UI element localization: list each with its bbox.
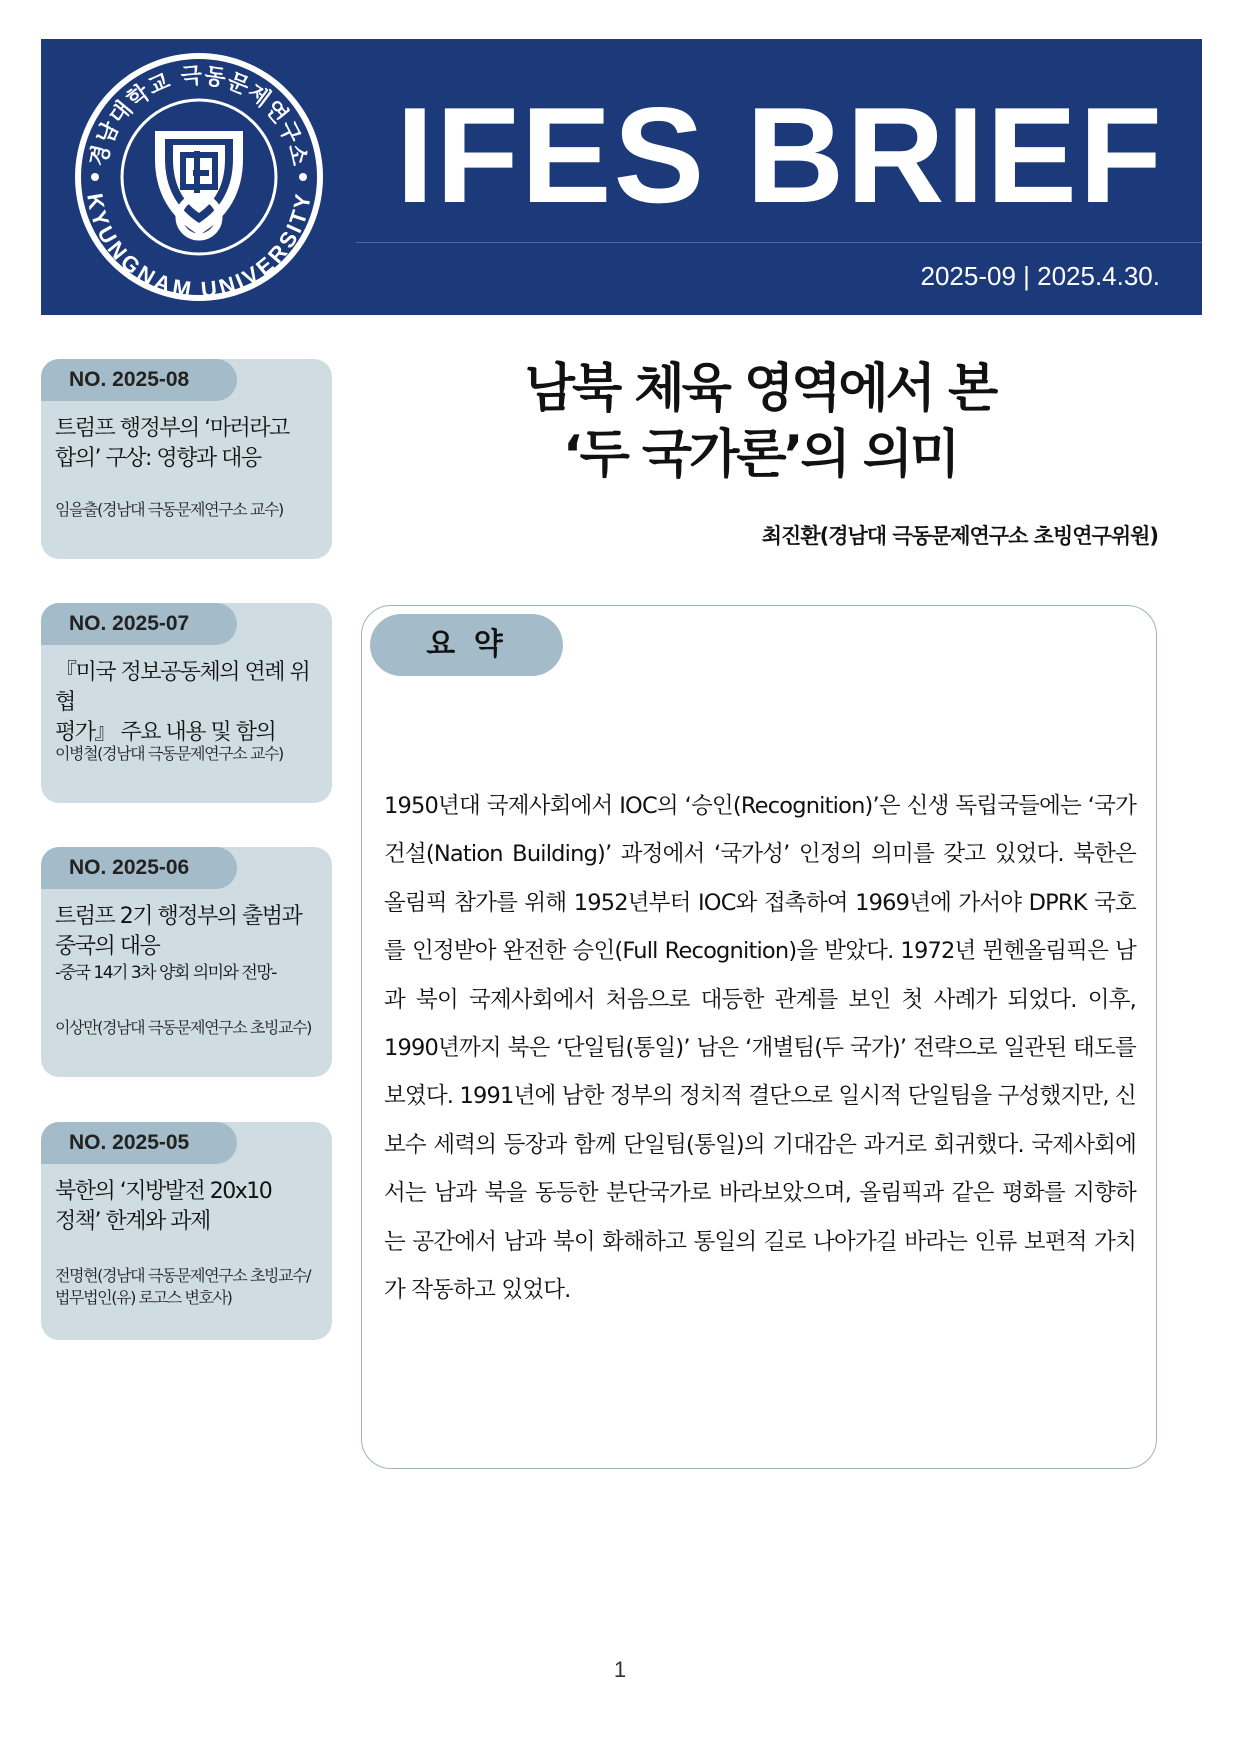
issue-number-tab: NO. 2025-07 xyxy=(41,603,237,645)
sidebar-card[interactable] xyxy=(41,359,332,559)
sidebar-card[interactable] xyxy=(41,847,332,1077)
brief-title[interactable]: 트럼프 2기 행정부의 출범과 중국의 대응 -중국 14기 3차 양회 의미와 전망- xyxy=(55,902,320,984)
article-title: 남북 체육 영역에서 본 ‘두 국가론’의 의미 xyxy=(524,359,996,485)
summary-text: 1950년대 국제사회에서 IOC의 ‘승인(Recognition)’은 신생 독립국들에는 ‘국가 건설(Nation Building)’ 과정에서 ‘국가성’ 인정의 의미를 갖고 있었다. 북한은 올림픽 참가를 위해 1952년부터 IOC와 접촉하여 1969년에 가서야 DPRK 국호를 인정받아 완전한 승인(Full Recognition)을 받았다. 1972년 뮌헨올림픽은 남과 북이 국제사회에서 처음으로 대등한 관계를 보인 첫 사례가 되었다. 이후, 1990년까지 북은 ‘단일팀(통일)’ 남은 ‘개별팀(두 국가)’ 전략으로 일관된 태도를 보였다. 1991년에 남한 정부의 정치적 결단으로 일시적 단일팀을 구성했지만, 신보수 세력의 등장과 함께 단일팀(통일)의 기대감은 과거로 회귀했다. 국제사회에서는 남과 북을 동등한 분단국가로 바라보았으며, 올림픽과 같은 평화를 지향하는 공간에서 남과 북이 화해하고 통일의 길로 나아가길 바라는 인류 보편적 가치가 작동하고 있었다. xyxy=(384,793,1136,1304)
sidebar-card[interactable] xyxy=(41,1122,332,1340)
issue-number-tab: NO. 2025-05 xyxy=(41,1122,237,1164)
issue-number-tab: NO. 2025-08 xyxy=(41,359,237,401)
brief-author: 전명현(경남대 극동문제연구소 초빙교수/ 법무법인(유) 로고스 변호사) xyxy=(55,1266,311,1307)
issue-number-tab: NO. 2025-06 xyxy=(41,847,237,889)
university-logo xyxy=(69,47,329,307)
header-banner xyxy=(41,39,1202,315)
brief-subtitle: -중국 14기 3차 양회 의미와 전망- xyxy=(55,963,276,983)
brief-title[interactable]: 『미국 정보공동체의 연례 위협 평가』 주요 내용 및 함의 xyxy=(55,660,310,745)
brief-author: 임을출(경남대 극동문제연구소 교수) xyxy=(55,500,283,519)
sidebar-card[interactable] xyxy=(41,603,332,803)
brief-title[interactable]: 북한의 ‘지방발전 20x10 정책’ 한계와 과제 xyxy=(55,1179,272,1234)
page-number: 1 xyxy=(613,1657,627,1682)
logo-top-text: 경남대학교 극동문제연구소 xyxy=(86,63,312,169)
logo-bottom-text: KYUNGNAM UNIVERSITY xyxy=(82,191,316,303)
brief-title[interactable]: 트럼프 행정부의 ‘마러라고 합의’ 구상: 영향과 대응 xyxy=(55,416,289,471)
header-divider xyxy=(356,242,1202,243)
brief-author: 이병철(경남대 극동문제연구소 교수) xyxy=(55,744,283,763)
brief-brand-title: IFES BRIEF xyxy=(396,79,1165,231)
issue-number-date: 2025-09 | 2025.4.30. xyxy=(920,261,1160,291)
article-author: 최진환(경남대 극동문제연구소 초빙연구위원) xyxy=(761,524,1158,548)
brief-author: 이상만(경남대 극동문제연구소 초빙교수) xyxy=(55,1018,312,1037)
summary-label: 요 약 xyxy=(370,614,563,676)
